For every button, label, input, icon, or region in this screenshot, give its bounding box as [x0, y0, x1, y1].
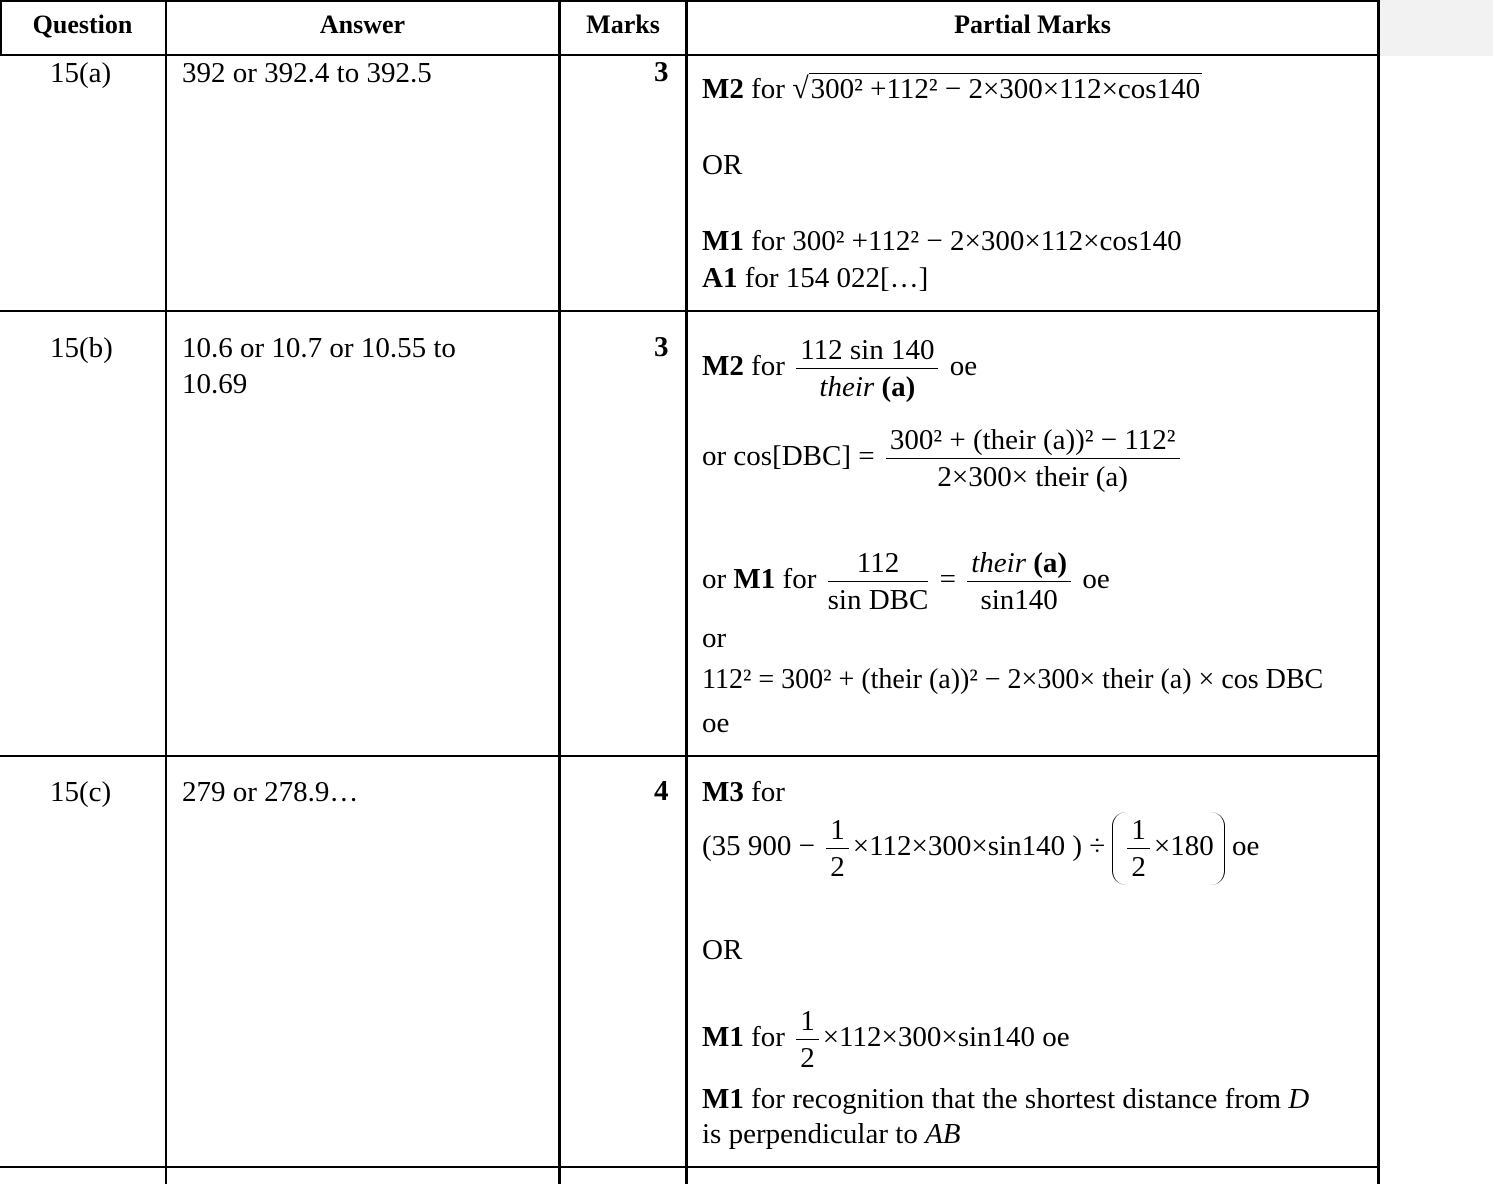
math-expression: ×112×300×sin140 ) ÷	[852, 830, 1106, 863]
oe-note: oe	[949, 350, 978, 383]
grid-line	[685, 0, 688, 1184]
fraction	[967, 545, 1071, 618]
fraction-denominator: sin140	[980, 584, 1058, 616]
for-word: for	[751, 225, 785, 257]
fraction-denominator: 2	[800, 1042, 815, 1074]
cos-lhs: cos[DBC] =	[733, 440, 875, 473]
mark-code: M1	[702, 1021, 744, 1054]
line-label: AB	[925, 1118, 961, 1150]
mark-code: M1	[702, 1083, 744, 1115]
header-extension	[1378, 0, 1493, 56]
question-number: 15(b)	[50, 332, 113, 364]
partial-line	[702, 1081, 1309, 1117]
partial-line	[702, 774, 785, 810]
answer-text: 279 or 278.9…	[182, 776, 359, 808]
grid-line	[0, 0, 1380, 2]
answer-text: 10.69	[182, 368, 248, 400]
mark-code: M2	[702, 73, 744, 105]
partial-line	[702, 223, 1182, 259]
partial-text: is perpendicular to	[702, 1118, 918, 1150]
fraction	[886, 422, 1180, 495]
math-expression: ×180	[1153, 830, 1214, 863]
for-word: for	[751, 776, 785, 808]
fraction-numerator: their (a)	[967, 545, 1071, 582]
or-word: or	[702, 563, 727, 596]
marks-value: 4	[654, 775, 669, 807]
question-number: 15(a)	[50, 57, 112, 89]
partial-text: for 154 022[…]	[744, 262, 929, 294]
marks-value: 3	[654, 331, 669, 363]
oe-note: oe	[1082, 563, 1110, 596]
fraction-denominator: 2	[1131, 851, 1146, 883]
oe-note: oe	[702, 707, 730, 739]
sqrt-expression: 300² +112² − 2×300×112×cos140	[810, 73, 1201, 105]
math-expression: 300² +112² − 2×300×112×cos140	[792, 225, 1182, 257]
header-partial-marks: Partial Marks	[954, 10, 1111, 39]
partial-line	[702, 332, 977, 405]
mark-code: A1	[702, 262, 738, 294]
equals-sign: =	[939, 563, 956, 596]
parenthesised-expression	[1112, 812, 1224, 885]
oe-note: oe	[1232, 830, 1260, 863]
or-word: or	[702, 622, 727, 654]
mark-code: M3	[702, 776, 744, 808]
for-word: for	[782, 563, 817, 596]
grid-line	[0, 1166, 1380, 1168]
partial-line	[702, 422, 1184, 495]
partial-line	[702, 260, 928, 296]
fraction	[828, 545, 929, 618]
fraction-numerator: 112	[828, 545, 929, 582]
fraction	[826, 812, 849, 885]
fraction-denominator: their (a)	[819, 371, 916, 403]
fraction	[796, 332, 938, 405]
partial-text: for recognition that the shortest distance from	[751, 1083, 1282, 1115]
or-separator: OR	[702, 934, 743, 966]
header-question: Question	[32, 10, 133, 39]
or-separator: OR	[702, 149, 743, 181]
grid-line	[0, 310, 1380, 312]
fraction-numerator: 1	[826, 812, 849, 849]
for-word: for	[751, 73, 785, 105]
math-expression: (35 900 −	[702, 830, 816, 863]
answer-text: 10.6 or 10.7 or 10.55 to	[182, 332, 456, 364]
header-answer: Answer	[319, 10, 406, 39]
marks-value: 3	[654, 56, 669, 88]
grid-line	[558, 0, 561, 1184]
fraction-numerator: 1	[1127, 812, 1150, 849]
for-word: for	[751, 350, 785, 383]
partial-line	[702, 545, 1110, 618]
fraction-numerator: 300² + (their (a))² − 112²	[886, 422, 1180, 459]
mark-code: M2	[702, 350, 744, 383]
point-label: D	[1288, 1083, 1310, 1115]
fraction-denominator: 2×300× their (a)	[937, 461, 1128, 493]
math-expression: 112² = 300² + (their (a))² − 2×300× their (a) × cos DBC	[702, 664, 1324, 695]
for-word: for	[751, 1021, 785, 1054]
fraction	[1127, 812, 1150, 885]
or-word: or	[702, 440, 727, 473]
grid-line	[165, 0, 167, 1184]
fraction	[796, 1003, 819, 1076]
question-number: 15(c)	[50, 776, 112, 808]
mark-code: M1	[733, 563, 776, 596]
grid-line	[1377, 0, 1380, 1184]
answer-text: 392 or 392.4 to 392.5	[182, 57, 432, 89]
header-marks: Marks	[586, 10, 660, 39]
partial-line: M2 for √300² +112² − 2×300×112×cos140	[702, 72, 1201, 105]
partial-line	[702, 1116, 961, 1152]
grid-line	[0, 755, 1380, 757]
fraction-denominator: 2	[830, 851, 845, 883]
mark-code: M1	[702, 225, 744, 257]
partial-line	[702, 812, 1259, 885]
fraction-numerator: 112 sin 140	[796, 332, 938, 369]
partial-line	[702, 1003, 1070, 1076]
math-expression: ×112×300×sin140 oe	[822, 1021, 1070, 1054]
fraction-denominator: sin DBC	[827, 584, 929, 616]
fraction-numerator: 1	[796, 1003, 819, 1040]
